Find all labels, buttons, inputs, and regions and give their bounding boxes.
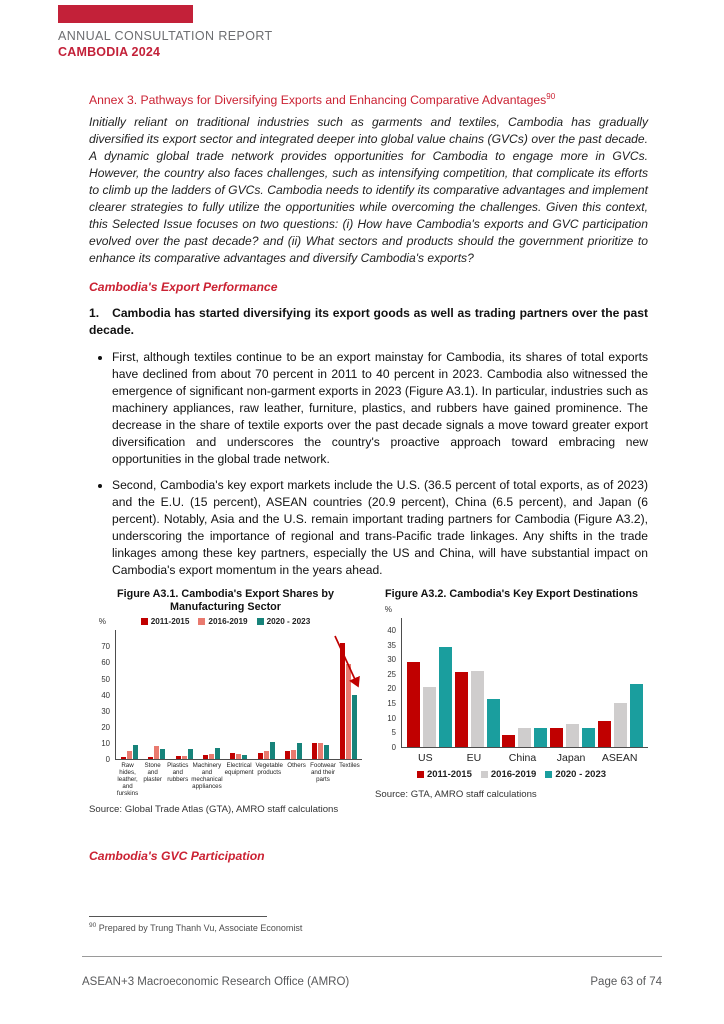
brand-bar xyxy=(58,5,193,23)
x-axis-label: Machinery and mechanical appliances xyxy=(191,762,223,791)
x-axis-label: Plastics and rubbers xyxy=(167,762,189,784)
y-tick-label: 10 xyxy=(101,738,110,748)
x-axis-label: Footwear and their parts xyxy=(310,762,336,784)
bar xyxy=(598,721,611,747)
annex-title-text: Annex 3. Pathways for Diversifying Exports and Enhancing Comparative Advantages xyxy=(89,93,547,108)
bar xyxy=(209,754,214,759)
legend-item xyxy=(198,617,247,626)
bullet-list xyxy=(89,349,648,579)
x-axis-label: US xyxy=(418,752,433,765)
bar xyxy=(176,756,181,759)
bar xyxy=(154,746,159,759)
bar-group xyxy=(225,753,252,759)
bar xyxy=(518,728,531,747)
bar xyxy=(236,754,241,759)
bar xyxy=(188,749,193,759)
main-content xyxy=(89,92,648,863)
bar xyxy=(423,687,436,747)
x-axis-label: Raw hides, leather, and furskins xyxy=(116,762,139,798)
y-tick-label: 70 xyxy=(101,642,110,652)
bar-group xyxy=(406,647,454,747)
y-tick-label: 10 xyxy=(387,713,396,723)
bar xyxy=(242,755,247,759)
legend-swatch xyxy=(198,618,205,625)
page-header xyxy=(58,0,724,59)
bar xyxy=(566,724,579,747)
bar xyxy=(230,753,235,759)
figure-a32-title-spacer xyxy=(375,601,648,614)
x-axis-label: Japan xyxy=(556,752,586,765)
bar xyxy=(127,751,132,759)
legend-swatch xyxy=(545,771,552,778)
legend-label: 2011-2015 xyxy=(150,617,190,627)
legend-swatch xyxy=(141,618,148,625)
figures-row xyxy=(89,588,648,815)
legend-item xyxy=(257,617,311,626)
figure-a32-legend xyxy=(375,769,648,780)
y-tick-label: 30 xyxy=(387,655,396,665)
figure-a31-legend xyxy=(89,617,362,626)
x-axis-label: ASEAN xyxy=(601,752,638,765)
figure-a32-bars-area xyxy=(401,618,648,748)
legend-item xyxy=(417,769,472,780)
x-axis-label: Electrical equipment xyxy=(224,762,254,777)
figure-a31-x-axis xyxy=(89,762,362,797)
y-tick-label: 20 xyxy=(387,684,396,694)
figure-a32-plot xyxy=(375,605,648,753)
figure-a32-y-axis xyxy=(375,605,401,753)
point-1-text: Cambodia has started diversifying its export goods as well as trading partners over the past decade. xyxy=(89,306,648,338)
bar xyxy=(182,756,187,759)
bullet-item-2: • Second, Cambodia's key export markets include the U.S. (36.5 percent of total exports, as of 2023) and the E.U. (15 percent), ASEAN countries (20.9 percent), China (6.5 percent), and Japan (6 percent). Notably, Asia and the U.S. remain important trading partners for Cambodia (Figure A3.2), underscoring the importance of regional and trans-Pacific trade linkages. Any shifts in the trade linkages among these key partners, especially the US and China, will have substantial impact on Cambodia's export momentum in the years ahead. xyxy=(112,477,648,579)
legend-label: 2020 - 2023 xyxy=(266,617,311,627)
x-axis-label: China xyxy=(508,752,537,765)
footer-organization: ASEAN+3 Macroeconomic Research Office (AMRO) xyxy=(82,976,350,988)
y-tick-label: 15 xyxy=(387,699,396,709)
figure-a31-source: Source: Global Trade Atlas (GTA), AMRO staff calculations xyxy=(89,804,339,816)
country-year: CAMBODIA 2024 xyxy=(58,45,161,59)
y-tick-label: 25 xyxy=(387,669,396,679)
legend-label: 2016-2019 xyxy=(490,769,537,781)
bar-group xyxy=(171,749,198,759)
bar xyxy=(215,748,220,759)
x-axis-label: Others xyxy=(287,762,306,770)
bar xyxy=(133,745,138,760)
bar xyxy=(297,743,302,759)
footnote-divider xyxy=(89,916,267,917)
y-tick-label: 50 xyxy=(101,674,110,684)
gvc-participation-heading: Cambodia's GVC Participation xyxy=(89,849,265,864)
figure-a32-bars-wrap xyxy=(401,618,648,748)
figure-a31-title xyxy=(89,588,362,614)
figure-a31-title-line1: Figure A3.1. Cambodia's Export Shares by xyxy=(117,588,334,601)
figure-a32 xyxy=(375,588,648,815)
bar-group xyxy=(307,743,334,759)
bar xyxy=(614,703,627,747)
footnote-number: 90 xyxy=(89,922,97,929)
figure-a31-title-line2: Manufacturing Sector xyxy=(170,601,281,614)
x-axis-label: EU xyxy=(466,752,482,765)
bar xyxy=(318,743,323,759)
footnote-ref-superscript: 90 xyxy=(546,92,556,101)
bar xyxy=(264,751,269,759)
legend-label: 2020 - 2023 xyxy=(555,769,607,781)
bar xyxy=(407,662,420,747)
bar-group xyxy=(501,728,549,747)
figure-a31-bars-wrap xyxy=(115,630,362,760)
bar xyxy=(487,699,500,747)
y-tick-label: 0 xyxy=(105,755,110,765)
bar-group xyxy=(116,745,143,760)
y-tick-label: 40 xyxy=(101,690,110,700)
bar xyxy=(630,684,643,747)
export-performance-heading: Cambodia's Export Performance xyxy=(89,280,278,295)
annex-title xyxy=(89,92,648,107)
bar xyxy=(439,647,452,747)
decline-arrow-annotation xyxy=(331,632,363,694)
point-1 xyxy=(89,305,648,339)
bar xyxy=(471,671,484,747)
legend-swatch xyxy=(481,771,488,778)
bar-group xyxy=(549,724,597,747)
bar xyxy=(502,735,515,747)
legend-item xyxy=(141,617,190,626)
x-axis-label: Stone and plaster xyxy=(143,762,162,784)
bullet-item-1: • First, although textiles continue to be an export mainstay for Cambodia, its shares of total exports have declined from about 70 percent in 2011 to 40 percent in 2023. Cambodia also witnessed the emergence of significant non-garment exports in 2023 (Figure A3.1). In particular, industries such as machinery appliances, raw leather, furniture, plastics, and rubbers have gained prominence. The decrease in the share of textile exports over the past decade signals a move toward greater export diversification and underscores the country's proactive approach toward embracing new opportunities in the global trade network. xyxy=(112,349,648,468)
bar xyxy=(148,757,153,759)
figure-a32-title: Figure A3.2. Cambodia's Key Export Destinations xyxy=(385,588,638,601)
point-1-number: 1. xyxy=(89,306,100,321)
bar xyxy=(582,728,595,747)
figure-a32-x-axis xyxy=(375,750,648,764)
bar-group xyxy=(198,748,225,759)
footnote-body: Prepared by Trung Thanh Vu, Associate Economist xyxy=(98,923,303,933)
bar xyxy=(270,742,275,759)
bar xyxy=(352,695,357,759)
legend-item xyxy=(545,769,606,780)
legend-swatch xyxy=(257,618,264,625)
y-tick-label: 30 xyxy=(101,706,110,716)
bar xyxy=(121,757,126,759)
bar-group xyxy=(596,684,644,747)
y-tick-label: 35 xyxy=(387,640,396,650)
figure-a31-y-axis-unit: % xyxy=(98,617,106,627)
figure-a31-bars-area xyxy=(115,630,362,760)
footnote-block xyxy=(89,916,302,933)
figure-a32-source: Source: GTA, AMRO staff calculations xyxy=(375,789,537,801)
x-axis-label: Vegetable products xyxy=(255,762,283,777)
bar xyxy=(203,755,208,759)
report-title: ANNUAL CONSULTATION REPORT xyxy=(58,29,273,43)
legend-swatch xyxy=(417,771,424,778)
bar xyxy=(285,751,290,759)
bar-group xyxy=(280,743,307,759)
y-tick-label: 60 xyxy=(101,658,110,668)
y-tick-label: 0 xyxy=(391,743,396,753)
footer-page-number: Page 63 of 74 xyxy=(590,976,662,988)
bar xyxy=(258,753,263,759)
legend-item xyxy=(481,769,536,780)
figure-a32-y-axis-unit: % xyxy=(384,605,392,615)
figure-a31 xyxy=(89,588,362,815)
bar-group xyxy=(454,671,502,747)
y-tick-label: 5 xyxy=(391,728,396,738)
bar xyxy=(160,749,165,760)
bar-group xyxy=(143,746,170,759)
bar xyxy=(455,672,468,747)
intro-paragraph: Initially reliant on traditional industries such as garments and textiles, Cambodia has gradually diversified its export sector and integrated deeper into global value chains (GVCs) over the past decade. A dynamic global trade network provides opportunities for Cambodia to engage more in GVCs. However, the country also faces challenges, such as intensifying competition, that complicate its efforts to climb up the ladders of GVCs. Cambodia needs to identify its comparative advantages and implement clearer strategies to fully utilize the opportunities while overcoming the challenges. Given this context, this Selected Issue focuses on two questions: (i) How have Cambodia's exports and GVC participation evolved over the past decade? and (ii) What sectors and products should the government prioritize to enhance its comparative advantages and diversify Cambodia's exports? xyxy=(89,115,648,266)
footnote-text xyxy=(89,922,302,933)
bar xyxy=(312,743,317,759)
bar xyxy=(324,745,329,759)
bar-group xyxy=(253,742,280,759)
bar xyxy=(291,750,296,759)
x-axis-label: Textiles xyxy=(339,762,360,770)
legend-label: 2011-2015 xyxy=(426,769,472,781)
figure-a31-y-axis xyxy=(89,617,115,765)
legend-label: 2016-2019 xyxy=(208,617,248,627)
page-footer xyxy=(82,956,662,988)
bar xyxy=(534,728,547,747)
y-tick-label: 40 xyxy=(387,625,396,635)
bar xyxy=(550,728,563,747)
y-tick-label: 20 xyxy=(101,722,110,732)
